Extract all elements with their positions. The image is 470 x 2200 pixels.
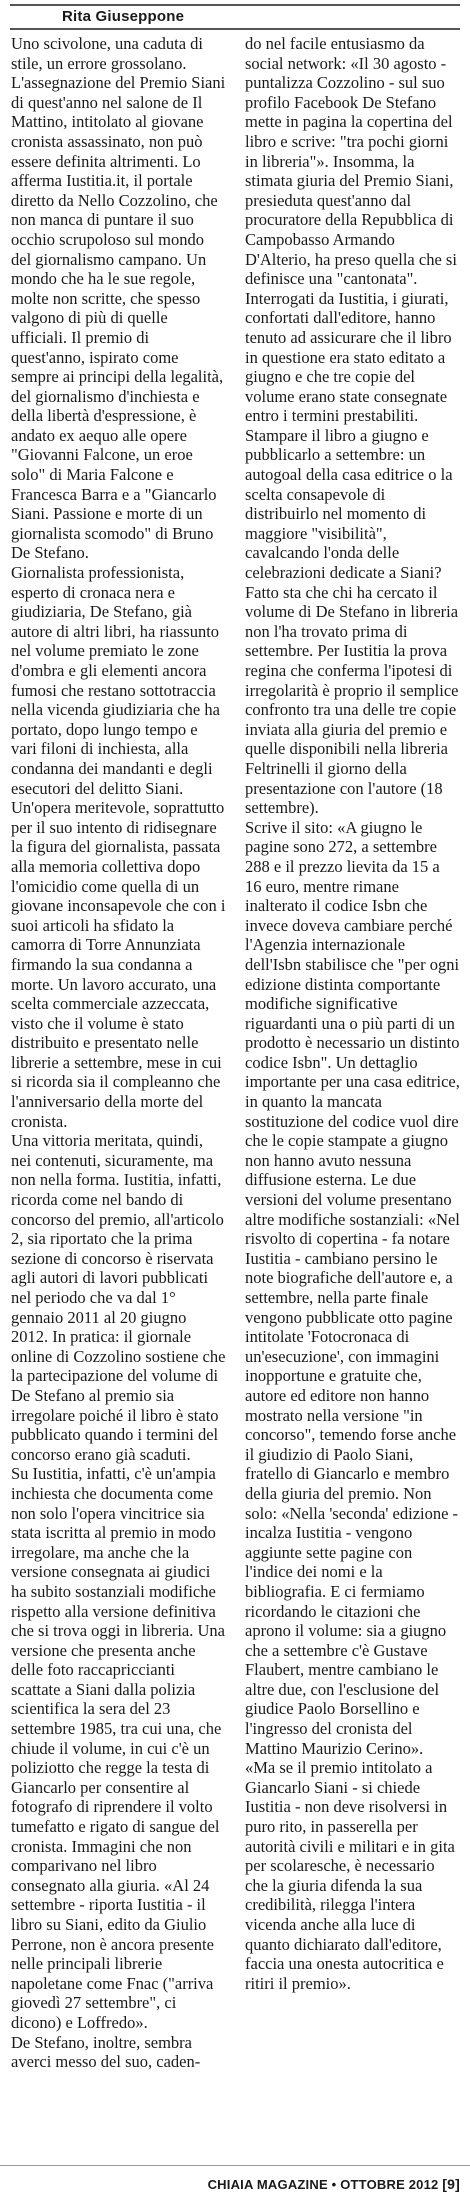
footer-line <box>208 2176 460 2192</box>
paragraph: do nel facile entusiasmo da social network: «Il 30 agosto - puntalizza Cozzolino - sul suo profilo Facebook De Stefano mette in pagina la copertina del libro e scrive: "tra pochi giorni in libreria"». Insomma, la stimata giuria del Premio Siani, presieduta quest'anno dal procuratore della Repubblica di Campobasso Armando D'Alterio, ha preso quella che si definisce una "cantonata". <box>245 34 457 289</box>
article-column-left <box>11 34 226 2072</box>
paragraph: Una vittoria meritata, quindi, nei contenuti, sicuramente, ma non nella forma. Iustitia, infatti, ricorda come nel bando di concorso del premio, all'articolo 2, sia riportato che la prima sezione di concorso è riservata agli autori di lavori pubblicati nel periodo che va dal 1° gennaio 2011 al 20 giugno 2012. In pratica: il giornale online di Cozzolino sostiene che la partecipazione del volume di De Stefano al premio sia irregolare poiché il libro è stato pubblicato quando i termini del concorso erano già scaduti. <box>11 1131 226 1464</box>
paragraph: «Ma se il premio intitolato a Giancarlo Siani - si chiede Iustitia - non deve risolversi in puro rito, in passerella per autorità civili e militari e in gita per scolaresche, è necessario che la giuria difenda la sua credibilità, rilegga l'intera vicenda anche alla luce di quanto dichiarato dall'editore, faccia una onesta autocritica e ritiri il premio». <box>245 1758 455 1993</box>
paragraph: Uno scivolone, una caduta di stile, un errore grossolano. L'assegnazione del Premio Siani di quest'anno nel salone de Il Mattino, intitolato al giovane cronista assassinato, non può essere definita altrimenti. Lo afferma Iustitia.it, il portale diretto da Nello Cozzolino, che non manca di puntare il suo occhio scrupoloso sul mondo del giornalismo campano. Un mondo che ha le sue regole, molte non scritte, che spesso valgono di più di quelle ufficiali. Il premio di quest'anno, ispirato come sempre ai principi della legalità, del giornalismo d'inchiesta e della libertà d'espressione, è andato ex aequo alle opere "Giovanni Falcone, un eroe solo" di Maria Falcone e Francesca Barra e a "Giancarlo Siani. Passione e morte di un giornalista scomodo" di Bruno De Stefano. <box>11 34 226 563</box>
footer-separator: • <box>331 2177 337 2192</box>
paragraph: Giornalista professionista, esperto di cronaca nera e giudiziaria, De Stefano, già autore di altri libri, ha riassunto nel volume premiato le zone d'ombra e gli elementi ancora fumosi che restano sottotraccia nella vicenda giudiziaria che ha portato, dopo lungo tempo e vari filoni di inchiesta, alla condanna dei mandanti e degli esecutori del delitto Siani. <box>11 563 220 798</box>
paragraph: Interrogati da Iustitia, i giurati, confortati dall'editore, hanno tenuto ad assicurare che il libro in questione era stato editato a giugno e che tre copie del volume erano state consegnate entro i termini prestabiliti. Stampare il libro a giugno e pubblicarlo a settembre: un autogoal della casa editrice o la scelta consapevole di distribuirlo nel momento di maggiore "visibilità", cavalcando l'onda delle celebrazioni dedicate a Siani? Fatto sta che chi ha cercato il volume di De Stefano in libreria non l'ha trovato prima di settembre. Per Iustitia la prova regina che conferma l'ipotesi di irregolarità è proprio il semplice confronto tra una delle tre copie inviata alla giuria del premio e quelle disponibili nella libreria Feltrinelli il giorno della presentazione con l'autore (18 settembre). <box>245 288 459 818</box>
page-footer <box>0 2165 470 2200</box>
paragraph: Un'opera meritevole, soprattutto per il suo intento di ridisegnare la figura del giornalista, passata alla memoria collettiva dopo l'omicidio come quella di un giovane inconsapevole che con i suoi articoli ha sfidato la camorra di Torre Annunziata firmando la sua condanna a morte. Un lavoro accurato, una scelta commerciale azzeccata, visto che il volume è stato distribuito e presentato nelle librerie a settembre, mese in cui si ricorda sia il compleanno che l'anniversario della morte del cronista. <box>11 798 226 1131</box>
author-banner <box>10 4 460 30</box>
paragraph: De Stefano, inoltre, sembra averci messo del suo, caden- <box>11 2032 201 2072</box>
page-header <box>0 0 470 32</box>
article-column-right <box>245 34 460 1993</box>
page-number: [9] <box>442 2176 460 2192</box>
paragraph: Scrive il sito: «A giugno le pagine sono 272, a settembre 288 e il prezzo lievita da 15 a 16 euro, mentre rimane inalterato il codice Isbn che invece doveva cambiare perché l'Agenzia internazionale dell'Isbn stabilisce che "per ogni edizione distinta comportante modifiche significative riguardanti una o più parti di un prodotto è necessario un distinto codice Isbn". Un dettaglio importante per una casa editrice, in quanto la mancata sostituzione del codice vuol dire che le copie stampate a giugno non hanno avuto nessuna diffusione esterna. Le due versioni del volume presentano altre modifiche sostanziali: «Nel risvolto di copertina - fa notare Iustitia - cambiano persino le note biografiche dell'autore e, a settembre, nella parte finale vengono pubblicate otto pagine intitolate 'Fotocronaca di un'esecuzione', con immagini inopportune e gratuite che, autore ed editore non hanno mostrato nella versione "in concorso", temendo forse anche il giudizio di Paolo Siani, fratello di Giancarlo e membro della giuria del premio. Non solo: «Nella 'seconda' edizione - incalza Iustitia - vengono aggiunte sette pagine con l'indice dei nomi e la bibliografia. E ci fermiamo ricordando le citazioni che aprono il volume: sia a giugno che a settembre c'è Gustave Flaubert, mentre cambiano le altre due, con l'esclusione del giudice Paolo Borsellino e l'ingresso del cronista del Mattino Maurizio Cerino». <box>245 817 460 1758</box>
issue-date: OTTOBRE 2012 <box>340 2177 439 2192</box>
magazine-name: CHIAIA MAGAZINE <box>207 2177 328 2192</box>
paragraph: Su Iustitia, infatti, c'è un'ampia inchiesta che documenta come non solo l'opera vincitrice sia stata iscritta al premio in modo irregolare, ma anche che la versione consegnata ai giudici ha subito sostanziali modifiche rispetto alla versione definitiva che si trova oggi in libreria. Una versione che presenta anche delle foto raccapriccianti scattate a Siani dalla polizia scientifica la sera del 23 settembre 1985, tra cui una, che chiude il volume, in cui c'è un poliziotto che regge la testa di Giancarlo per consentire al fotografo di riprendere il volto tumefatto e rigato di sangue del cronista. Immagini che non comparivano nel libro consegnato alla giuria. «Al 24 settembre - riporta Iustitia - il libro su Siani, edito da Giulio Perrone, non è ancora presente nelle principali librerie napoletane come Fnac ("arriva giovedì 27 settembre", ci dicono) e Loffredo». <box>11 1464 225 2032</box>
author-name: Rita Giuseppone <box>62 8 185 25</box>
